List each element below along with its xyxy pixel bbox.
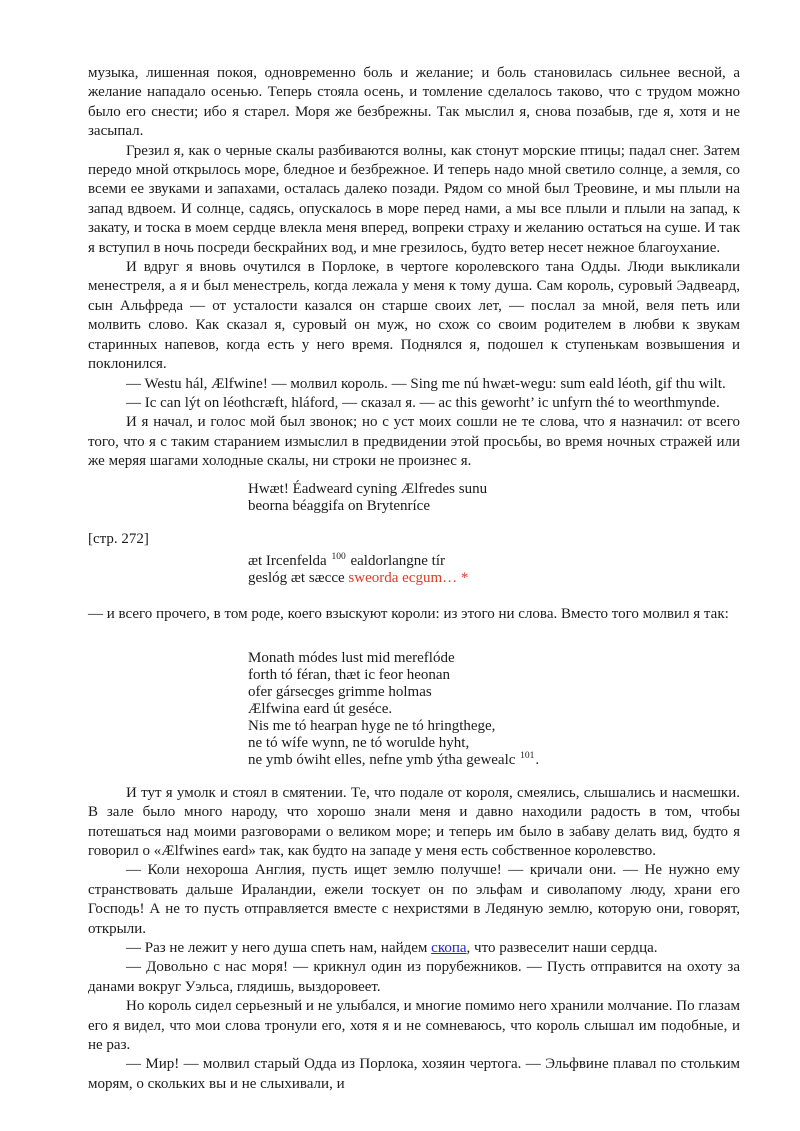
dialogue-odda: — Мир! — молвил старый Одда из Порлока, хозяин чертога. — Эльфвине плавал по стольким морям, о скольких вы и не слыхивали, и <box>88 1056 740 1092</box>
footnote-ref-101[interactable]: 101 <box>520 751 535 762</box>
dialogue-king: — Westu hál, Ælfwine! — молвил король. — Sing me nú hwæt-wegu: sum eald léoth, gif thu wilt. <box>126 375 726 392</box>
poem-text: geslóg æt sæcce <box>248 570 349 587</box>
poem-line: forth tó féran, thæt ic feor heonan <box>248 667 451 684</box>
poem-text: ealdorlangne tír <box>346 552 446 569</box>
skop-link[interactable]: скопа <box>431 939 467 956</box>
poem-line <box>248 752 740 769</box>
poem-text: æt Ircenfelda <box>248 552 331 569</box>
dialogue-borderer: — Довольно с нас моря! — крикнул один из порубежников. — Пусть отправится на охоту за данами вокруг Уэльса, глядишь, выздоровеет. <box>88 959 740 995</box>
poem-text: . <box>535 751 540 768</box>
paragraph-dream: Грезил я, как о черные скалы разбиваются волны, как стонут морские птицы; падал снег. Затем передо мной открылось море, бледное и безбрежное. И теперь надо мной светило солнце, а земля, со всеми ее звуками и запахами, осталась далеко позади. Рядом со мной был Треовине, и мы плыли на запад вдвоем. И солнце, садясь, опускалось в море перед нами, а мы все плыли и плыли на запад, к закату, и тоска в моем сердце влекла меня вперед, вопреки страху и желанию остаться на суше. И так я вступил в ночь посреди бескрайних вод, и мне грезилось, будто ветер несет нежное благоухание. <box>88 142 740 256</box>
paragraph-instead: — и всего прочего, в том роде, коего взыскуют короли: из этого ни слова. Вместо того молвил я так: <box>88 605 729 622</box>
footnote-ref-100[interactable]: 100 <box>331 552 346 563</box>
paragraph-music: музыка, лишенная покоя, одновременно боль и желание; и боль становилась сильнее весной, а желание нападало осенью. Теперь стояла осень, и томление сделалось таково, что с трудом можно было его снести; ибо я старел. Моря же безбрежны. Так мыслил я, снова позабыв, где я, хотя и не засыпал. <box>88 65 740 140</box>
poem-line: Ælfwina eard út geséce. <box>248 701 393 718</box>
poem-text: ne ymb ówiht elles, nefne ymb ýtha gewealc <box>248 751 520 768</box>
poem-old-english-1 <box>248 481 740 516</box>
paragraph-silence: И тут я умолк и стоял в смятении. Те, что подале от короля, смеялись, слышались и насмешки. В зале было много народу, что хорошо знали меня и давно находили радость в том, чтобы потешаться над моими разговорами о великом море; и теперь им было в забаву делать вид, будто я говорил о «Ælfwines eard» так, как будто на западе у меня есть собственное королевство. <box>88 784 740 859</box>
page-number-marker: [стр. 272] <box>88 530 149 547</box>
poem-line: Monath módes lust mid mereflóde <box>248 650 455 667</box>
poem-old-english-2 <box>248 553 740 588</box>
poem-old-english-3 <box>248 650 740 768</box>
poem-line: beorna béaggifa on Brytenríce <box>248 498 430 515</box>
poem-line <box>248 553 740 571</box>
dialogue-skop <box>88 939 740 958</box>
dialogue-text: — Раз не лежит у него душа спеть нам, найдем <box>126 939 432 956</box>
poem-line <box>248 570 740 588</box>
poem-line: ne tó wífe wynn, ne tó worulde hyht, <box>248 734 470 751</box>
poem-line: Nis me tó hearpan hyge ne tó hringthege, <box>248 717 496 734</box>
red-highlighted-text: sweorda ecgum… * <box>348 570 469 587</box>
paragraph-began-singing: И я начал, и голос мой был звонок; но с уст моих сошли не те слова, что я назначил: от всего того, что я с таким старанием измыслил в предвидении этой просьбы, во время ночных стражей или же меряя шагами холодные скалы, ни строки не произнес я. <box>88 414 740 470</box>
poem-line: ofer gársecges grimme holmas <box>248 684 432 701</box>
paragraph-king-serious: Но король сидел серьезный и не улыбался, и многие помимо него хранили молчание. По глазам его я видел, что мои слова тронули его, хотя я и не сомневаюсь, что король слышал им подобные, и не раз. <box>88 998 740 1053</box>
paragraph-porlock: И вдруг я вновь очутился в Порлоке, в чертоге королевского тана Одды. Люди выкликали менестреля, а я и был менестрель, когда лежала у меня к тому душа. Сам король, суровый Эадвеард, сын Альфреда — от усталости казался он старше своих лет, — послал за мной, веля петь или молвить слово. Как сказал я, суровый он муж, но схож со своим родителем в любви к звукам старинных напевов, когда есть у него время. Поднялся я, подошел к ступенькам возвышения и поклонился. <box>88 259 740 373</box>
dialogue-text: , что развеселит наши сердца. <box>466 939 658 956</box>
dialogue-crowd: — Коли нехороша Англия, пусть ищет землю получше! — кричали они. — Не нужно ему странствовать дальше Ираландии, ежели тоскует он по эльфам и сиволапому люду, храни его Господь! А не то пусть отправляется вместе с нехристями в Ледяную землю, которую они, говорят, открыли. <box>88 862 740 937</box>
dialogue-reply: — Ic can lýt on léothcræft, hláford, — сказал я. — ac this geworht’ ic unfyrn thé to weorthmynde. <box>126 394 720 411</box>
poem-line: Hwæt! Éadweard cyning Ælfredes sunu <box>248 480 488 497</box>
